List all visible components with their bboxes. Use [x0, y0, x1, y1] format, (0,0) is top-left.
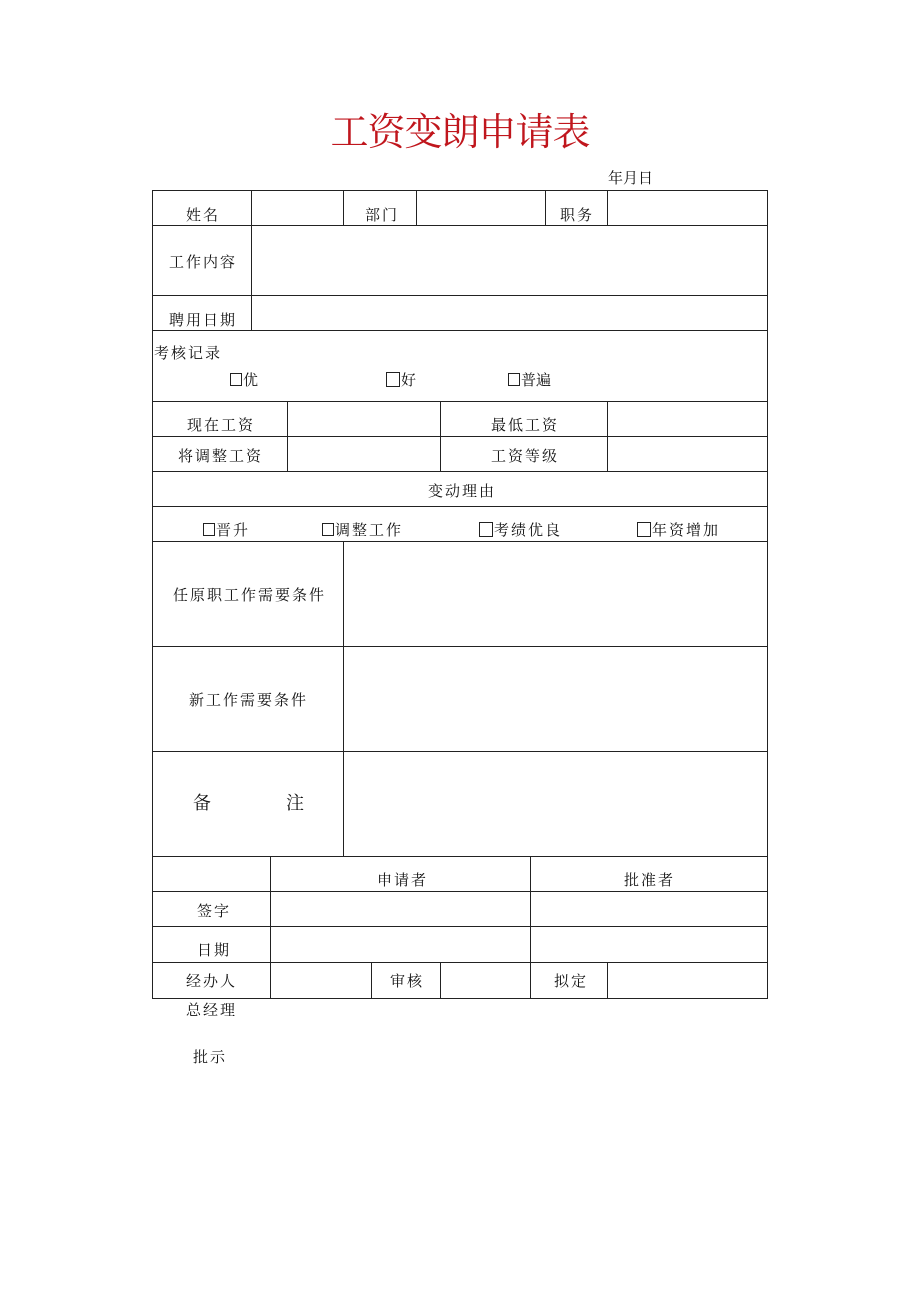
option-good[interactable]: 好 — [386, 370, 416, 390]
salary-grade-label: 工资等级 — [491, 447, 560, 465]
checkbox-icon — [479, 522, 493, 537]
option-promotion[interactable]: 晋升 — [203, 520, 250, 540]
name-field[interactable] — [252, 191, 343, 225]
position-field[interactable] — [608, 191, 767, 225]
remark-label-2: 注 — [286, 793, 304, 814]
adjusted-salary-field[interactable] — [288, 437, 440, 471]
hire-date-field[interactable] — [252, 296, 767, 330]
option-reassign[interactable]: 调整工作 — [322, 520, 403, 540]
instruction-label: 批示 — [193, 1048, 228, 1066]
checkbox-icon — [386, 372, 400, 387]
approver-header: 批准者 — [624, 871, 676, 889]
position-label: 职务 — [560, 206, 595, 224]
checkbox-icon — [230, 373, 242, 386]
handler-label: 经办人 — [186, 972, 238, 990]
checkbox-icon — [508, 373, 520, 386]
applicant-date-field[interactable] — [271, 927, 530, 962]
current-salary-field[interactable] — [288, 402, 440, 436]
dept-label: 部门 — [365, 206, 400, 224]
approver-date-field[interactable] — [531, 927, 767, 962]
work-content-label: 工作内容 — [169, 253, 238, 271]
new-requirements-label: 新工作需要条件 — [189, 691, 309, 709]
change-reason-label: 变动理由 — [428, 482, 497, 500]
min-salary-field[interactable] — [608, 402, 767, 436]
option-performance[interactable]: 考绩优良 — [479, 520, 562, 540]
gm-label: 总经理 — [186, 1001, 238, 1019]
option-excellent[interactable]: 优 — [230, 370, 258, 390]
hire-date-label: 聘用日期 — [169, 311, 238, 329]
checkbox-icon — [322, 523, 334, 536]
adjusted-salary-label: 将调整工资 — [178, 447, 264, 465]
checkbox-icon — [203, 523, 215, 536]
name-label: 姓名 — [186, 206, 221, 224]
signature-label: 签字 — [197, 902, 232, 920]
form-title: 工资变朗申请表 — [330, 110, 590, 154]
review-label: 审核 — [390, 972, 425, 990]
assessment-label: 考核记录 — [154, 344, 223, 362]
applicant-header: 申请者 — [377, 871, 429, 889]
applicant-signature-field[interactable] — [271, 892, 530, 926]
checkbox-icon — [637, 522, 651, 537]
new-requirements-field[interactable] — [344, 647, 767, 751]
handler-field[interactable] — [271, 963, 371, 998]
remark-label-1: 备 — [193, 793, 211, 814]
review-field[interactable] — [441, 963, 530, 998]
remark-field[interactable] — [344, 752, 767, 856]
dept-field[interactable] — [417, 191, 545, 225]
min-salary-label: 最低工资 — [491, 416, 560, 434]
draft-field[interactable] — [608, 963, 767, 998]
orig-requirements-label: 任原职工作需要条件 — [173, 586, 327, 604]
option-seniority[interactable]: 年资增加 — [637, 520, 720, 540]
date-row-label: 日期 — [197, 941, 232, 959]
date-label: 年月日 — [608, 169, 654, 187]
approver-signature-field[interactable] — [531, 892, 767, 926]
current-salary-label: 现在工资 — [187, 416, 256, 434]
orig-requirements-field[interactable] — [344, 542, 767, 646]
work-content-field[interactable] — [252, 226, 767, 295]
option-ordinary[interactable]: 普遍 — [508, 370, 551, 390]
draft-label: 拟定 — [554, 972, 589, 990]
salary-grade-field[interactable] — [608, 437, 767, 471]
